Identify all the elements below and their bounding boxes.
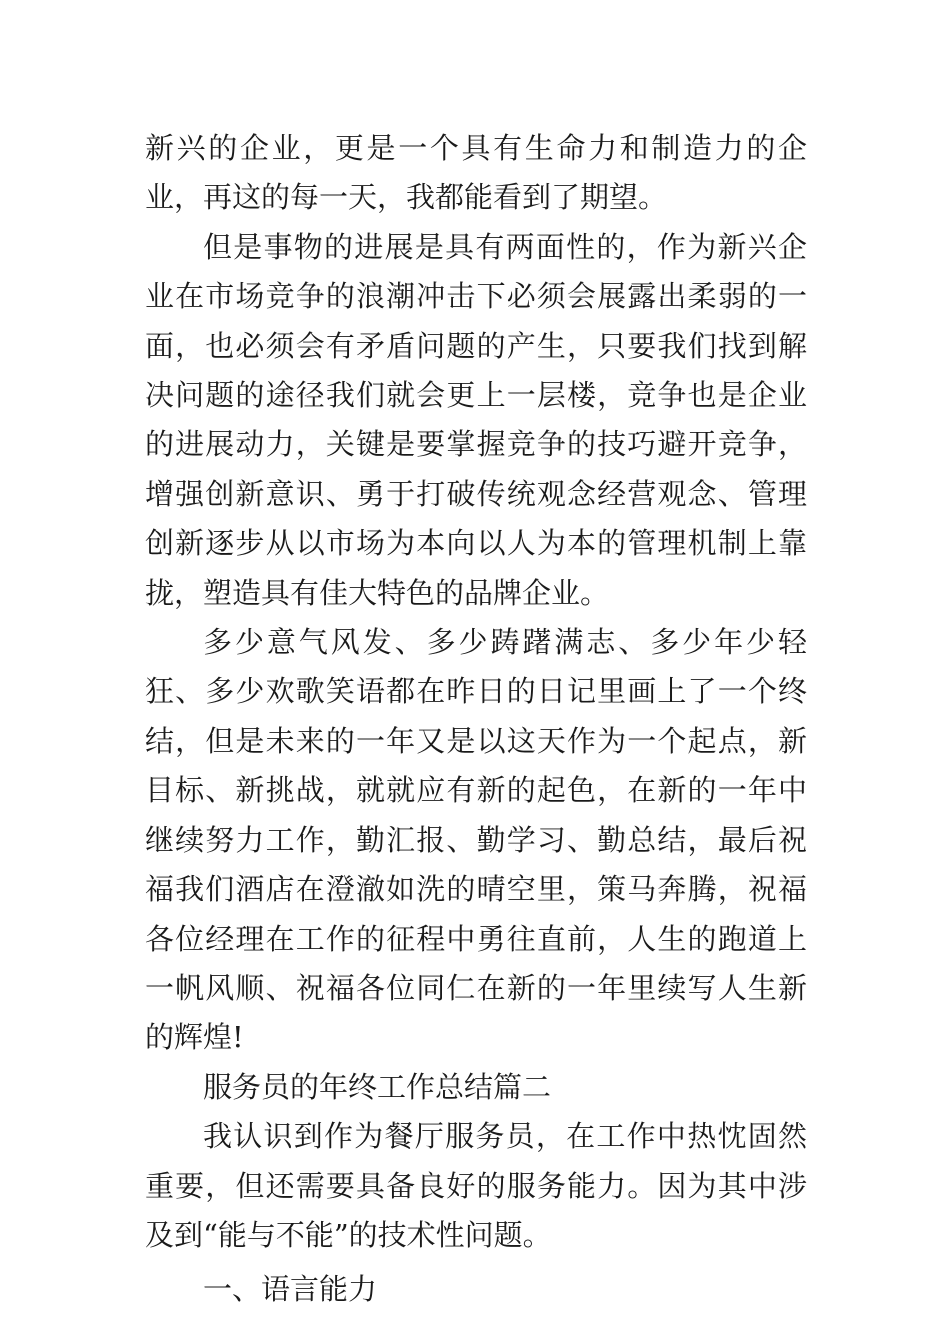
subheading-language-ability: 一、语言能力 [203,1272,378,1307]
paragraph-market-competition: 但是事物的进展是具有两面性的，作为新兴企业在市场竞争的浪潮冲击下必须会展露出柔弱的一面，也必须会有矛盾问题的产生，只要我们找到解决问题的途径我们就会更上一层楼，竞争也是企业的进展动力，关键是要掌握竞争的技巧避开竞争，增强创新意识、勇于打破传统观念经营观念、管理创新逐步从以市场为本向以人为本的管理机制上靠拢，塑造具有佳大特色的品牌企业。 [145,229,807,610]
paragraph-new-year-wishes: 多少意气风发、多少踌躇满志、多少年少轻狂、多少欢歌笑语都在昨日的日记里画上了一个终结，但是未来的一年又是以这天作为一个起点，新目标、新挑战，就就应有新的起色，在新的一年中继续努力工作，勤汇报、勤学习、勤总结，最后祝福我们酒店在澄澈如洗的晴空里，策马奔腾，祝福各位经理在工作的征程中勇往直前，人生的跑道上一帆风顺、祝福各位同仁在新的一年里续写人生新的辉煌! [145,625,807,1055]
paragraph-service-ability: 我认识到作为餐厅服务员，在工作中热忱固然重要，但还需要具备良好的服务能力。因为其中涉及到“能与不能”的技术性问题。 [145,1119,807,1252]
document-body [145,124,807,1315]
section-title-part-two: 服务员的年终工作总结篇二 [203,1069,552,1104]
paragraph-continuation: 新兴的企业，更是一个具有生命力和制造力的企业，再这的每一天，我都能看到了期望。 [145,131,807,215]
